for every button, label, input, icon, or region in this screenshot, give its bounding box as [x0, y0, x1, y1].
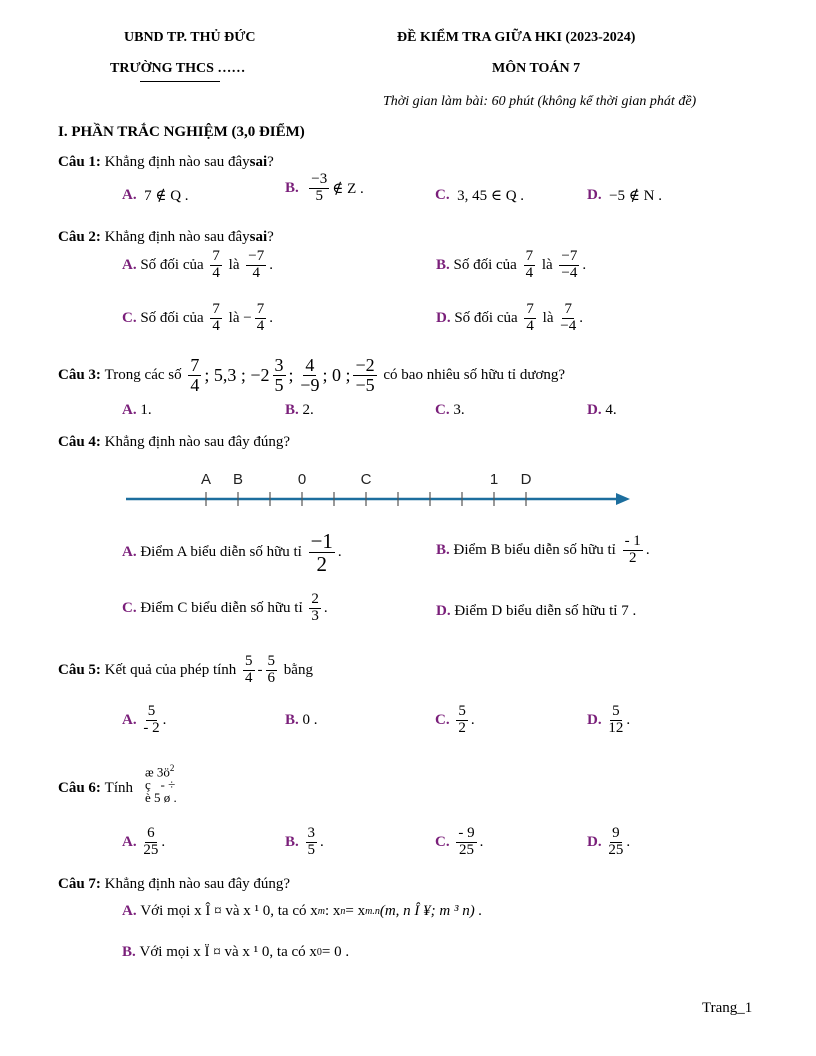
q7-stem: Câu 7: Khẳng định nào sau đây đúng? [58, 876, 291, 892]
frac: $\frac{- 9}{25}$ [458, 825, 475, 858]
q4-stem: Câu 4: Khẳng định nào sau đây đúng? [58, 434, 291, 450]
frac: $\frac{7}{4}$ [526, 301, 534, 334]
q5-option-b[interactable]: B. 0 . [285, 712, 318, 728]
q1-b-frac: $\frac{-3}{5}$ [311, 171, 328, 204]
q5-option-c[interactable]: C. $\frac{5}{2}$ . [435, 703, 475, 736]
frac: $\frac{6}{25}$ [143, 825, 159, 858]
q3-option-a[interactable]: A. 1. [122, 402, 152, 418]
header-left-1: UBND TP. THỦ ĐỨC [124, 30, 256, 45]
frac: $\frac{5}{6}$ [267, 653, 276, 686]
frac: $\frac{- 1}{2}$ [624, 533, 641, 566]
q1-a-text: 7 ∉ Q . [144, 188, 189, 204]
label-a: A [200, 471, 212, 488]
q1-option-d[interactable] [587, 186, 662, 205]
q1-option-b[interactable] [285, 172, 364, 205]
frac: $\frac{7}{4}$ [212, 248, 220, 281]
page-number: Trang_1 [702, 1000, 753, 1016]
q4-option-b[interactable]: B. Điểm B biểu diễn số hữu tỉ $\frac{- 1}{2}$ . [436, 533, 650, 566]
q6-expression: æ $3ö^2$ ç - ÷ è 5 ø . [145, 763, 177, 806]
q3-option-d[interactable]: D. 4. [587, 402, 617, 418]
q4-option-d[interactable]: D. Điểm D biểu diễn số hữu tỉ 7 . [436, 603, 637, 619]
frac: $\frac{5}{12}$ [608, 703, 624, 736]
q5-option-a[interactable]: A. $\frac{5}{- 2}$ . [122, 703, 167, 736]
frac: $\frac{-1}{2}$ [310, 529, 333, 577]
q3-option-c[interactable]: C. 3. [435, 402, 465, 418]
q7-option-b[interactable]: B. Với mọi x Ï ¤ và x ¹ 0, ta có x 0 = 0 . [122, 944, 350, 960]
q1-d-label: D. [587, 187, 602, 203]
q1-text: Khẳng định nào sau đây [104, 154, 250, 170]
q2-option-c[interactable]: C. Số đối của $\frac{7}{4}$ là − $\frac{7}{4}$ . [122, 301, 273, 334]
label-b: B [232, 471, 244, 488]
frac: $\frac{5}{- 2}$ [143, 703, 160, 736]
q1-option-a[interactable] [122, 186, 189, 205]
q7-option-a[interactable]: A. Với mọi x Î ¤ và x ¹ 0, ta có x m : x n = x m.n (m, n Î ¥; m ³ n) . [122, 903, 483, 919]
header-right-1: ĐỀ KIỂM TRA GIỮA HKI (2023-2024) [397, 30, 636, 45]
frac: $\frac{3}{5}$ [307, 825, 316, 858]
label-one: 1 [489, 471, 499, 488]
frac: $\frac{-7}{-4}$ [561, 248, 578, 281]
frac: $\frac{7}{4}$ [256, 301, 265, 334]
q6-option-c[interactable]: C. $\frac{- 9}{25}$ . [435, 825, 484, 858]
q4-option-a[interactable]: A. Điểm A biểu diễn số hữu tỉ $\frac{-1}{2}$ . [122, 529, 342, 577]
number-line-arrow [616, 493, 630, 505]
q1-option-c[interactable] [435, 186, 524, 205]
q3-option-b[interactable]: B. 2. [285, 402, 314, 418]
q1-a-label: A. [122, 187, 137, 203]
section-title: I. PHẦN TRẮC NGHIỆM (3,0 ĐIỂM) [58, 124, 305, 140]
q6-stem: Câu 6: Tính [58, 780, 134, 796]
q3-stem: Câu 3: Trong các số $\frac{7}{4}$ ; 5,3 ; −2 $\frac{3}{5}$ ; $\frac{4}{-9}$ ; 0 ; $\frac{-2}{-5}$ có bao nhiêu số hữu tỉ dương? [58, 355, 566, 395]
q1-c-text: 3, 45 ∈ Q . [457, 188, 525, 204]
header-left-2: TRƯỜNG THCS …… [110, 61, 246, 76]
label-d: D [520, 471, 532, 488]
q1-b-tail: ∉ Z . [332, 180, 364, 197]
q2-option-a[interactable]: A. Số đối của $\frac{7}{4}$ là $\frac{-7}{4}$ . [122, 248, 273, 281]
label-zero: 0 [297, 471, 307, 488]
frac: $\frac{-7}{4}$ [248, 248, 265, 281]
q2-option-d[interactable]: D. Số đối của $\frac{7}{4}$ là $\frac{7}{-4}$ . [436, 301, 583, 334]
q1-end: ? [267, 154, 274, 170]
q2-emphasis: sai [249, 229, 268, 245]
frac: $\frac{3}{5}$ [274, 355, 284, 395]
q1-c-label: C. [435, 187, 450, 203]
q1-stem [58, 154, 274, 171]
q1-label: Câu 1: [58, 154, 101, 170]
frac: $\frac{5}{2}$ [458, 703, 466, 736]
q6-option-d[interactable]: D. $\frac{9}{25}$ . [587, 825, 631, 858]
q5-option-d[interactable]: D. $\frac{5}{12}$ . [587, 703, 631, 736]
q1-b-label: B. [285, 179, 299, 196]
frac: $\frac{9}{25}$ [608, 825, 624, 858]
frac: $\frac{5}{4}$ [245, 653, 253, 686]
time-note: Thời gian làm bài: 60 phút (không kể thời gian phát đề) [383, 94, 697, 109]
frac: $\frac{7}{4}$ [212, 301, 220, 334]
q5-stem: Câu 5: Kết quả của phép tính $\frac{5}{4}$ - $\frac{5}{6}$ bằng [58, 653, 313, 686]
frac: $\frac{2}{3}$ [311, 591, 319, 624]
label-c: C [360, 471, 372, 488]
frac: $\frac{7}{-4}$ [560, 301, 577, 334]
frac: $\frac{7}{4}$ [190, 355, 200, 395]
frac: $\frac{4}{-9}$ [300, 355, 320, 395]
header-right-2: MÔN TOÁN 7 [492, 61, 581, 76]
frac: $\frac{7}{4}$ [525, 248, 534, 281]
header-underline [140, 81, 220, 82]
q4-option-c[interactable]: C. Điểm C biểu diễn số hữu tỉ $\frac{2}{3}$ . [122, 591, 328, 624]
q2-option-b[interactable]: B. Số đối của $\frac{7}{4}$ là $\frac{-7}{-4}$ . [436, 248, 587, 281]
q2-text: Khẳng định nào sau đây [104, 229, 250, 245]
q2-label: Câu 2: [58, 229, 101, 245]
q2-stem: Câu 2: Khẳng định nào sau đây sai ? [58, 229, 274, 245]
number-line [120, 466, 640, 516]
q6-option-b[interactable]: B. $\frac{3}{5}$ . [285, 825, 324, 858]
q1-d-text: −5 ∉ N . [609, 188, 662, 204]
q6-option-a[interactable]: A. $\frac{6}{25}$ . [122, 825, 166, 858]
q1-emphasis: sai [249, 154, 268, 170]
frac: $\frac{-2}{-5}$ [355, 355, 375, 395]
